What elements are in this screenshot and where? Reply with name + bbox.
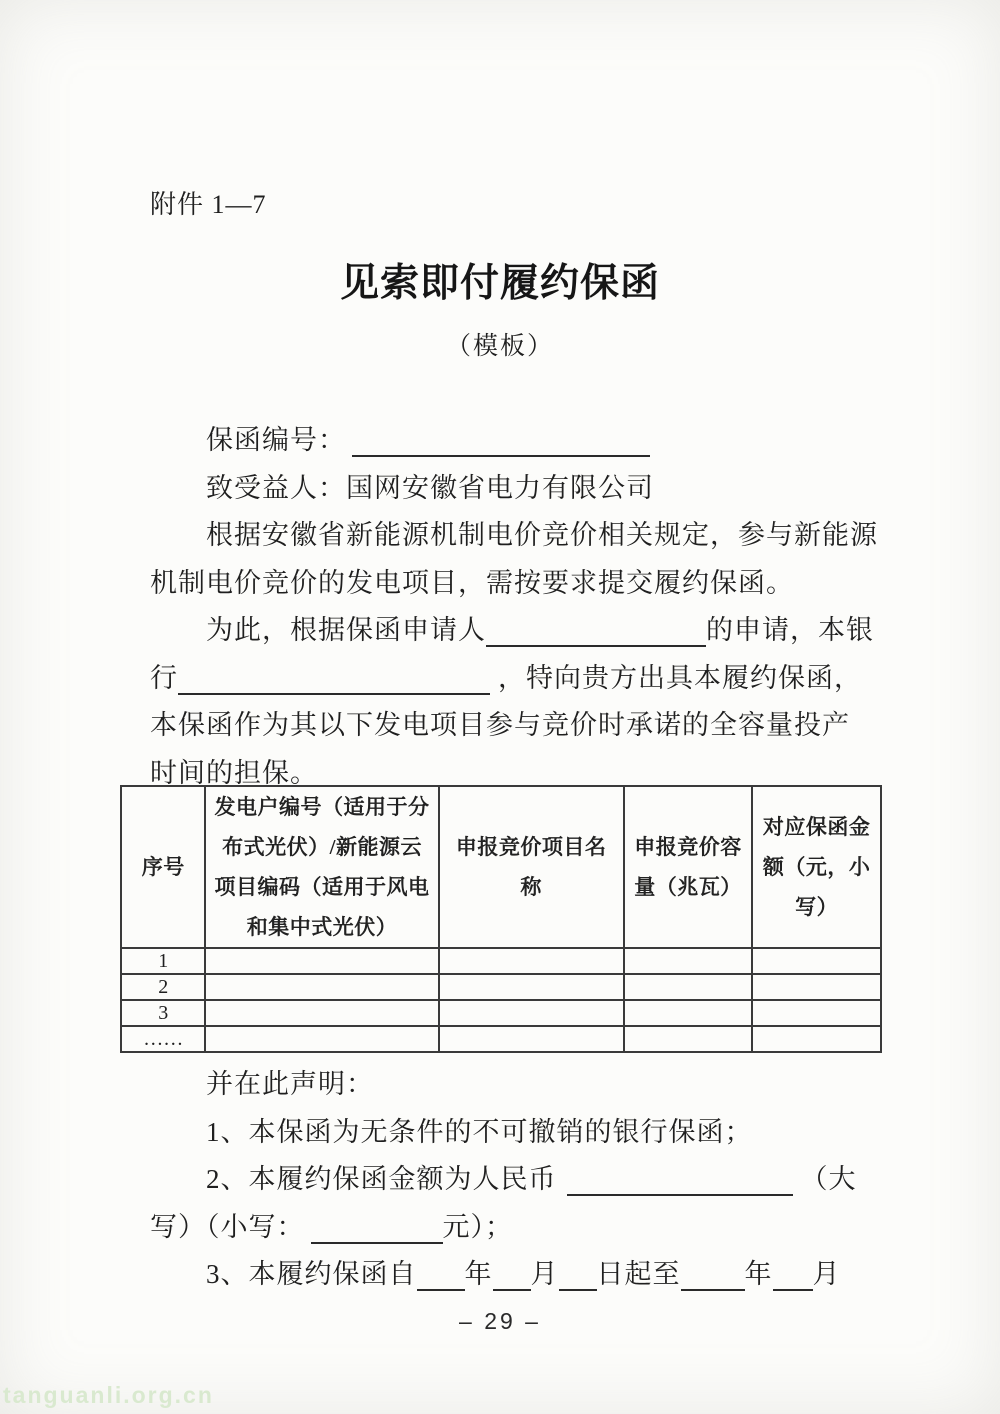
- declaration-item3-seg3: 月: [530, 1259, 559, 1289]
- table-empty-cell: [439, 974, 624, 1000]
- site-watermark: tanguanli.org.cn: [3, 1382, 214, 1408]
- paragraph2-line2-post: ，特向贵方出具本履约保函，: [498, 662, 862, 693]
- declaration-item2-pre: 2、本履约保函金额为人民币: [206, 1164, 557, 1194]
- declaration-item3-seg1: 3、本履约保函自: [206, 1259, 417, 1289]
- bank-name-blank: [178, 660, 490, 695]
- declaration-item2-line1: [150, 1157, 860, 1205]
- paragraph2-line1: [150, 608, 874, 656]
- table-empty-cell: [205, 948, 438, 974]
- beneficiary-line: 致受益人：国网安徽省电力有限公司: [206, 472, 654, 503]
- page-number: – 29 –: [459, 1308, 541, 1334]
- paragraph2-line4: 时间的担保。: [150, 757, 318, 788]
- paragraph2-line3: 本保函作为其以下发电项目参与竞价时承诺的全容量投产: [150, 710, 850, 740]
- paragraph2-line2-pre: 行: [150, 662, 178, 693]
- attachment-label: 附件 1—7: [150, 190, 267, 219]
- table-row: [121, 974, 881, 1000]
- applicant-blank: [486, 612, 706, 647]
- amount-words-blank: [567, 1161, 793, 1196]
- table-row: [121, 1026, 881, 1052]
- page-title: 见索即付履约保函: [339, 262, 660, 305]
- declarations-section: [150, 1062, 860, 1300]
- header-project-name: 申报竞价项目名称: [439, 786, 624, 948]
- header-serial-no: 序号: [121, 786, 205, 948]
- row-number-cell: 2: [121, 974, 205, 1000]
- guarantee-number-label: 保函编号：: [206, 425, 346, 455]
- start-month-blank: [493, 1256, 531, 1291]
- row-number-cell: 1: [121, 948, 205, 974]
- declaration-item2-mid: （大: [800, 1164, 857, 1194]
- declaration-item2-line2-pre: 写）（小写：: [150, 1211, 305, 1242]
- paragraph1-line2: 机制电价竞价的发电项目，需按要求提交履约保函。: [150, 567, 794, 598]
- table-empty-cell: [752, 974, 881, 1000]
- declaration-item1: 1、本保函为无条件的不可撤销的银行保函；: [206, 1116, 753, 1147]
- header-guarantee-amount: 对应保函金额（元，小写）: [752, 786, 881, 948]
- table-row: [121, 948, 881, 974]
- end-year-blank: [681, 1256, 745, 1291]
- paragraph2-line1-post: 的申请，本银: [706, 615, 874, 645]
- start-day-blank: [559, 1256, 597, 1291]
- table-empty-cell: [439, 948, 624, 974]
- declaration-item3-seg2: 年: [464, 1259, 493, 1289]
- declaration-item3-seg4: 日起至: [596, 1259, 681, 1289]
- table-empty-cell: [624, 974, 753, 1000]
- paragraph2-line2: [150, 656, 860, 704]
- declaration-item3-seg5: 年: [744, 1259, 773, 1289]
- table-header-row: [121, 786, 881, 948]
- body-content: [150, 418, 878, 798]
- paragraph2-line1-pre: 为此，根据保函申请人: [206, 615, 486, 645]
- table-empty-cell: [439, 1026, 624, 1052]
- row-number-cell: ……: [121, 1026, 205, 1052]
- header-generator-id: 发电户编号（适用于分布式光伏）/新能源云项目编码（适用于风电和集中式光伏）: [205, 786, 438, 948]
- declaration-item2-line2-post: 元）；: [442, 1211, 513, 1242]
- table-empty-cell: [752, 1000, 881, 1026]
- declaration-item3-seg6: 月: [812, 1259, 841, 1289]
- declaration-intro: 并在此声明：: [206, 1069, 374, 1099]
- table-empty-cell: [752, 948, 881, 974]
- table-empty-cell: [205, 1000, 438, 1026]
- declaration-item3: [150, 1252, 860, 1300]
- start-year-blank: [417, 1256, 465, 1291]
- table-empty-cell: [624, 1026, 753, 1052]
- projects-table: [120, 785, 882, 1053]
- table-empty-cell: [624, 948, 753, 974]
- table-empty-cell: [624, 1000, 753, 1026]
- table-row: [121, 1000, 881, 1026]
- paragraph1-line1: 根据安徽省新能源机制电价竞价相关规定，参与新能源: [206, 520, 878, 550]
- page-subtitle: （模板）: [445, 333, 554, 360]
- guarantee-number-line: [150, 418, 860, 466]
- header-bid-capacity: 申报竞价容量（兆瓦）: [624, 786, 753, 948]
- end-month-blank: [773, 1256, 813, 1291]
- declaration-item2-line2: [150, 1205, 860, 1253]
- table-empty-cell: [752, 1026, 881, 1052]
- amount-figures-blank: [311, 1209, 443, 1244]
- table-empty-cell: [439, 1000, 624, 1026]
- guarantee-number-blank: [352, 422, 650, 457]
- table-empty-cell: [205, 1026, 438, 1052]
- row-number-cell: 3: [121, 1000, 205, 1026]
- table-empty-cell: [205, 974, 438, 1000]
